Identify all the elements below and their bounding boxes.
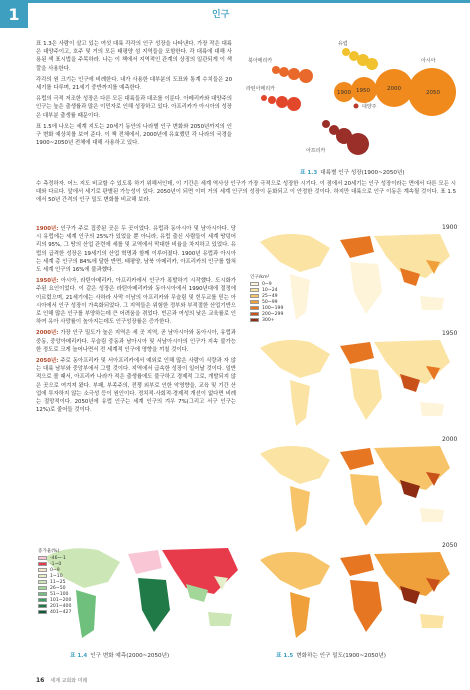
density-legend-title: 인구/km² xyxy=(250,275,270,280)
wide-paragraph-block xyxy=(36,180,456,208)
year-2000: 2000 xyxy=(387,86,401,92)
density-map-1950 xyxy=(250,328,460,432)
bubble-latam-2050 xyxy=(287,97,301,111)
density-legend-swatch xyxy=(250,306,259,311)
density-legend-label: 50~99 xyxy=(262,299,278,305)
fig15-caption-text: 변화하는 인구 밀도(1900~2050년) xyxy=(296,653,386,659)
change-legend-swatch xyxy=(38,568,47,573)
change-legend-row xyxy=(38,603,71,609)
change-legend-swatch xyxy=(38,592,47,597)
density-legend-swatch xyxy=(250,282,259,287)
label-oceania: 대양주 xyxy=(362,104,377,110)
change-legend xyxy=(38,548,71,615)
change-legend-label: 11~25 xyxy=(50,579,66,585)
year-1900: 1900 xyxy=(337,90,351,96)
intro-text-column xyxy=(36,40,232,150)
density-map-2050 xyxy=(250,540,460,644)
paragraph: 표 1.3은 사람이 살고 있는 여섯 대륙 각각의 인구 성장을 나타낸다. 가장 작은 대륙은 대양주이고, 호주 및 거의 모든 태평양 섬 지역들을 포함한다. 각 대륙에 대해 사용된 색 표시법을 주목하라. 나는 이 책에서 지역적인 관계의 상징의 일관되게 이 색깔을 사용한다. xyxy=(36,41,232,72)
change-legend-label: 1~10 xyxy=(50,573,63,579)
density-legend-swatch xyxy=(250,300,259,305)
density-legend xyxy=(250,274,283,323)
fig15-caption xyxy=(276,651,386,659)
change-legend-label: 401~427 xyxy=(50,609,72,615)
change-legend-swatch xyxy=(38,598,47,603)
year-2050: 2050 xyxy=(426,90,440,96)
para-head-1950: 1950년: xyxy=(36,278,59,285)
bubble-oceania xyxy=(354,104,359,109)
map-year-2000: 2000 xyxy=(442,436,458,443)
continent-growth-bubble-chart xyxy=(246,40,460,166)
map-year-1900: 1900 xyxy=(442,224,458,231)
paragraph-1900 xyxy=(36,225,236,274)
label-latin-america: 라틴아메리카 xyxy=(246,86,275,92)
bubble-africa-1900 xyxy=(322,120,330,128)
para-head-1900: 1900년: xyxy=(36,226,59,232)
density-legend-label: 25~49 xyxy=(262,293,278,299)
bubble-europe-1900 xyxy=(342,48,350,56)
para-body-2000: 가장 인구 밀도가 높은 지역은 세 곳 지역, 곧 남아시아와 동아시아, 유럽과 중동, 중앙아메리카다. 무슬림 중동과 남아시아 및 서남아시아의 인구가 지속 불가능한 정도로 크게 늘어나면서 전 세계적 인구에 영향을 끼칠 것이다. xyxy=(36,330,236,353)
bubble-namerica-2000 xyxy=(288,68,300,80)
change-legend-swatch xyxy=(38,604,47,609)
page-footer xyxy=(36,677,87,684)
bubble-europe-2050 xyxy=(366,58,378,70)
density-legend-swatch xyxy=(250,294,259,299)
paragraph: 각각의 원 크기는 인구에 비례한다. 내가 사용한 대부분의 도표와 통계 수치들은 20세기를 다루며, 21세기 중반까지를 예측한다. xyxy=(36,76,232,92)
page-number: 16 xyxy=(36,677,45,684)
density-legend-row xyxy=(250,305,283,311)
bubble-namerica-1900 xyxy=(272,66,280,74)
change-legend-label: 26~50 xyxy=(50,585,66,591)
density-maps-column xyxy=(250,222,460,647)
fig15-caption-number: 표 1.5 xyxy=(276,653,294,659)
density-legend-label: 100~199 xyxy=(262,305,284,311)
change-legend-title: 증가율(%) xyxy=(38,549,60,554)
paragraph: 수 측정하자. 어느 지도 비교할 수 있도록 하기 위해서인데, 이 기간은 세계 역사상 인구가 가장 극적으로 성장한 시기다. 이 점에서 20세기는 인구 성장이라는 면에서 다른 모든 시대와 다르다. 앞에서 세기로 판별된 가능성이 있다. 2050년이 되면 이미 거의 세계 인구의 성장이 둔화되고 이 안정한 것이다. 하지만 대륙으로 인구 이동은 계속될 것이다. 표 1.5에서 50년 간격의 인구 밀도 변화를 비교해 보라. xyxy=(36,181,456,204)
density-legend-swatch xyxy=(250,312,259,317)
para-body-1950: 아시아, 라틴아메리카, 아프리카에서 인구가 폭발하기 시작했다. 도시화가 주된 요인이었다. 이 같은 성장은 라틴아메리카와 동아시아에서 1990년대에 절정에 이르렀으며, 21세기에는 사하라 사막 이남의 아프리카와 무슬림 및 힌두교를 믿는 아시아에서 인구 성장이 가속화되었다. 그 지역들은 위험한 정부와 부적절한 산업기반으로 인해 많은 인구를 부양하는데 큰 어려움을 겪었다. 빈곤과 여성의 낮은 교육률로 인하여 유아 사망률이 높아지는데도 인구성장률은 증가한다. xyxy=(36,278,236,326)
change-legend-label: 0~9 xyxy=(50,567,60,573)
paragraph-1950 xyxy=(36,277,236,326)
book-title: 세계 교회와 미래 xyxy=(50,678,88,684)
change-legend-row xyxy=(38,591,71,597)
density-legend-row xyxy=(250,317,283,323)
change-legend-swatch xyxy=(38,586,47,591)
change-legend-label: 201~400 xyxy=(50,603,72,609)
para-head-2050: 2050년: xyxy=(36,358,59,365)
density-legend-row xyxy=(250,311,283,317)
density-legend-label: 0~9 xyxy=(262,281,272,287)
chapter-number-tab: 1 xyxy=(0,0,28,28)
density-legend-label: 10~24 xyxy=(262,287,278,293)
change-legend-label: -46~-1 xyxy=(50,555,66,561)
label-europe: 유럽 xyxy=(338,41,348,47)
density-legend-swatch xyxy=(250,318,259,323)
change-legend-swatch xyxy=(38,574,47,579)
bubble-namerica-1950 xyxy=(279,67,289,77)
paragraph: 표 1.5에 나오는 세계 지도는 20세기 동안의 나라별 인구 변화와 2050년까지의 인구 변화 예상치를 보여 준다. 이 책 전체에서, 2000년에 유효했던 각 나라의 국경을 1900~2050년 전체에 대해 사용하고 있다. xyxy=(36,123,232,147)
year-1950: 1950 xyxy=(356,88,370,94)
page-top-rule xyxy=(0,0,470,3)
para-head-2000: 2000년: xyxy=(36,330,59,337)
change-legend-row xyxy=(38,609,71,615)
map-year-1950: 1950 xyxy=(442,330,458,337)
fig14-caption-number: 표 1.4 xyxy=(70,653,88,659)
change-map-block xyxy=(36,538,242,648)
chapter-title: 인구 xyxy=(212,10,230,20)
density-legend-swatch xyxy=(250,288,259,293)
fig13-caption xyxy=(300,168,405,176)
change-legend-label: 101~200 xyxy=(50,597,72,603)
change-legend-swatch xyxy=(38,562,47,567)
fig13-caption-number: 표 1.3 xyxy=(300,170,318,176)
change-legend-label: 51~100 xyxy=(50,591,69,597)
label-africa: 아프리카 xyxy=(306,148,326,154)
fig14-caption-text: 인구 변화 예측(2000~2050년) xyxy=(90,653,170,659)
change-legend-label: -1~0 xyxy=(50,561,62,567)
bubble-latam-2000 xyxy=(276,96,288,108)
paragraph-2000 xyxy=(36,329,236,354)
fig14-caption xyxy=(70,651,169,659)
density-legend-label: 300+ xyxy=(262,317,275,323)
change-legend-swatch xyxy=(38,556,47,561)
label-north-america: 북아메리카 xyxy=(248,58,273,64)
fig13-caption-text: 대륙별 인구 성장(1900~2050년) xyxy=(320,170,405,176)
change-legend-swatch xyxy=(38,580,47,585)
year-text-column xyxy=(36,225,236,417)
bubble-latam-1950 xyxy=(268,96,276,104)
label-asia: 아시아 xyxy=(421,58,436,64)
paragraph-2050 xyxy=(36,357,236,414)
map-year-2050: 2050 xyxy=(442,542,458,549)
para-body-1900: 인구가 주로 집중된 곳은 두 곳이었다. 유럽과 동아시아 및 남아시아다. 당시 유럽에는 세계 인구의 25%가 있었을 뿐 아니라, 유럽 출신 사람들이 세계 땅덩어리의 95%, 그 땅의 산업 관련에 세를 및 교역에서 막대한 비율을 차지하고 있었다. 유럽의 급격한 성장은 19세기의 산업 혁명과 함께 이루어졌다. 1900년 유럽과 아시아는 세계 총 인구의 84%에 달한 반면, 태평양, 남북 아메리카, 아프리카의 인구를 합쳐도 세계 인구의 16%에 불과했다. xyxy=(36,226,236,274)
change-legend-swatch xyxy=(38,610,47,615)
para-body-2050: 주로 동아프리카 및 서아프리카에서 예외로 인해 많은 사람이 식량과 자 않는 대륙 남부와 중앙부에서 그럴 것이다. 지역에서 급속한 성장이 일어날 것이다. 일반적으로 볼 때서, 아프리카 나라가 적은 출생률에도 불구하고 경제적 그로, 개발되지 않은 곳으로 여겨져 왔다. 부패, 부족주의, 전쟁 외부로 인한 악영향을, 교육 및 기간 산업에 투자하지 않는 소극성 등이 원인이다. 정치적·사회적·경제적 개선이 없다면 비례는 절망적이다. 2050년에 유럽 인구는 세계 인구의 겨우 7%(그리고 서구 인구는 12%)로 줄어들 것이다. xyxy=(36,358,236,414)
density-legend-label: 200~299 xyxy=(262,311,284,317)
bubble-africa-2050 xyxy=(347,133,369,155)
bubble-namerica-2050 xyxy=(299,69,313,83)
bubble-latam-1900 xyxy=(261,95,267,101)
change-legend-row xyxy=(38,597,71,603)
paragraph: 유럽의 극적 저조한 성장은 다른 모든 대륙들과 대조를 이룬다. 아메리카와 대양주의 인구는 높은 출생률과 많은 이민자로 인해 성장하고 있다. 아프리카가 아시아의 성장은 대부분 출생률 때문이다. xyxy=(36,96,232,119)
density-map-2000 xyxy=(250,434,460,538)
